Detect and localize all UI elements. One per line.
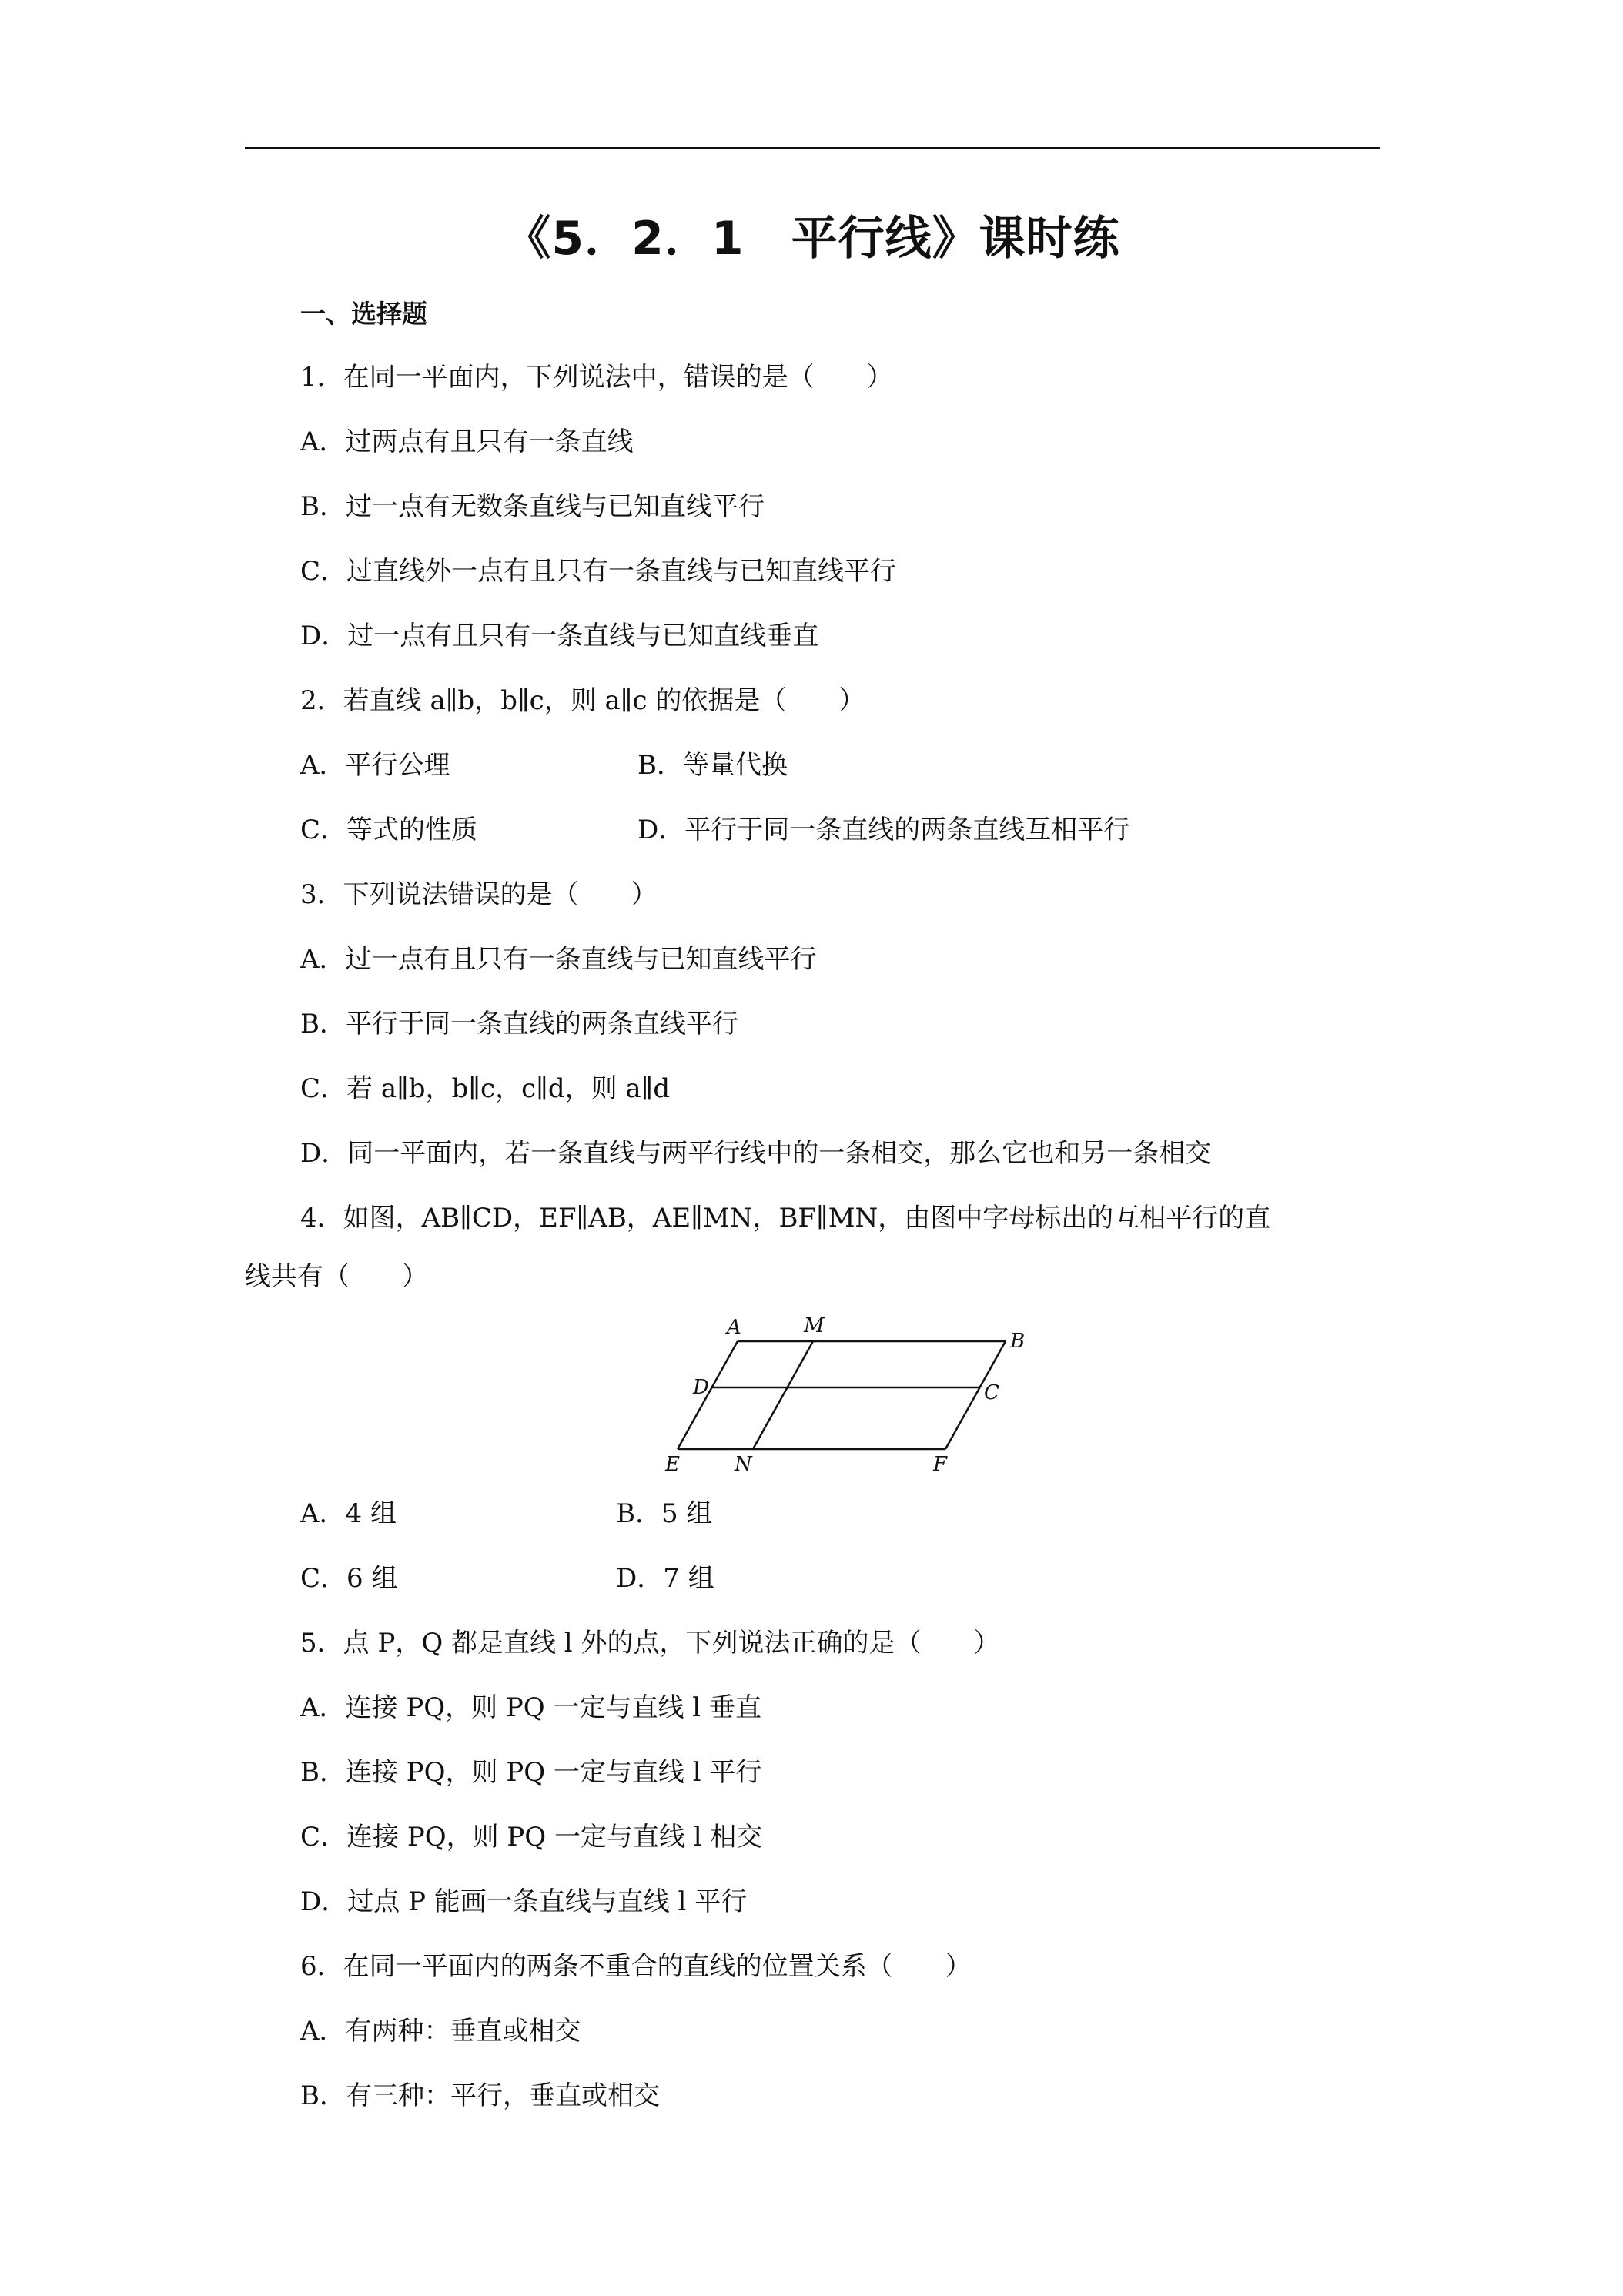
line-MN [753,1341,813,1449]
label-F: F [933,1453,948,1476]
page-title: 《5．2．1 平行线》课时练 [504,212,1120,266]
question-4-option-d: D．7 组 [616,1563,714,1594]
question-1-option-b: B．过一点有无数条直线与已知直线平行 [300,491,765,522]
question-5-option-d: D．过点 P 能画一条直线与直线 l 平行 [300,1886,748,1917]
question-1-stem: 1．在同一平面内，下列说法中，错误的是（ ） [300,362,893,393]
question-3-option-c: C．若 a∥b，b∥c，c∥d，则 a∥d [300,1073,671,1104]
label-N: N [735,1453,752,1476]
parallel-lines-figure [662,1309,1032,1478]
question-2-option-d: D．平行于同一条直线的两条直线互相平行 [637,815,1130,845]
question-1-option-a: A．过两点有且只有一条直线 [300,427,634,457]
question-2-option-a: A．平行公理 [300,750,450,781]
question-5-option-c: C．连接 PQ，则 PQ 一定与直线 l 相交 [300,1822,763,1853]
question-5-stem: 5．点 P，Q 都是直线 l 外的点，下列说法正确的是（ ） [300,1628,1000,1658]
question-2-stem: 2．若直线 a∥b，b∥c，则 a∥c 的依据是（ ） [300,685,865,716]
question-3-stem: 3．下列说法错误的是（ ） [300,879,658,910]
label-A: A [727,1316,741,1339]
question-5-option-b: B．连接 PQ，则 PQ 一定与直线 l 平行 [300,1757,762,1788]
question-4-stem-line1: 4．如图，AB∥CD，EF∥AB，AE∥MN，BF∥MN，由图中字母标出的互相平行的直 [300,1203,1271,1233]
label-E: E [665,1453,680,1476]
label-D: D [693,1376,709,1399]
question-1-option-d: D．过一点有且只有一条直线与已知直线垂直 [300,621,819,651]
label-M: M [804,1314,825,1337]
question-3-option-d: D．同一平面内，若一条直线与两平行线中的一条相交，那么它也和另一条相交 [300,1138,1212,1169]
question-4-option-b: B．5 组 [616,1498,713,1529]
label-B: B [1010,1330,1026,1353]
question-3-option-b: B．平行于同一条直线的两条直线平行 [300,1009,738,1039]
header-rule [245,147,1380,149]
question-2-option-c: C．等式的性质 [300,815,478,845]
question-6-option-b: B．有三种：平行，垂直或相交 [300,2080,660,2111]
question-5-option-a: A．连接 PQ，则 PQ 一定与直线 l 垂直 [300,1692,761,1723]
question-4-option-c: C．6 组 [300,1563,398,1594]
question-6-option-a: A．有两种：垂直或相交 [300,2016,581,2047]
question-1-option-c: C．过直线外一点有且只有一条直线与已知直线平行 [300,556,897,587]
label-C: C [984,1381,999,1404]
question-2-option-b: B．等量代换 [637,750,788,781]
question-4-stem-line2: 线共有（ ） [245,1261,428,1292]
question-4-option-a: A．4 组 [300,1498,397,1529]
question-3-option-a: A．过一点有且只有一条直线与已知直线平行 [300,944,817,975]
section-heading: 一、选择题 [300,299,427,329]
question-6-stem: 6．在同一平面内的两条不重合的直线的位置关系（ ） [300,1951,972,1982]
